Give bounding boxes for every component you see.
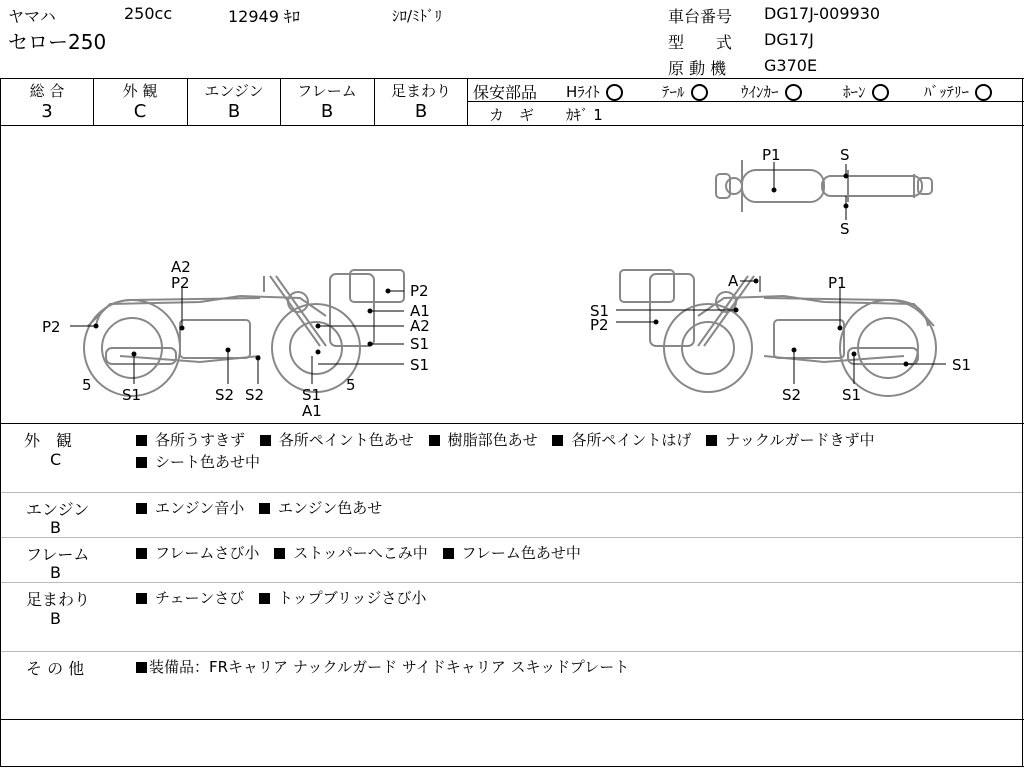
bullet-square-icon	[260, 435, 271, 446]
divider	[0, 492, 1024, 493]
mark-label: S1	[842, 386, 862, 404]
mark-label: S	[840, 220, 850, 238]
safety-item-battery: ﾊﾞｯﾃﾘｰ	[924, 81, 992, 102]
key-label: カ ギ	[489, 106, 535, 124]
mark-label: P1	[828, 274, 847, 292]
bullet-square-icon	[429, 435, 440, 446]
mark-label: P2	[171, 274, 190, 292]
type-label: 型 式	[668, 33, 733, 52]
left-view-bike	[84, 270, 404, 396]
frame-no: DG17J-009930	[764, 4, 881, 23]
grade-overall: 3	[41, 101, 53, 122]
mileage: 12949 ｷﾛ	[228, 7, 300, 26]
bullet-square-icon	[136, 593, 147, 604]
engine-label: 原 動 機	[668, 59, 727, 78]
bullet-square-icon	[136, 457, 147, 468]
mark-label: P2	[410, 282, 429, 300]
note-grade-frame: B	[50, 563, 61, 582]
bullet-square-icon	[706, 435, 717, 446]
safety-item-horn: ﾎｰﾝ	[843, 81, 889, 102]
right-view-bike	[620, 270, 936, 396]
note-line: エンジン音小 エンジン色あせ	[136, 497, 392, 518]
mark-label: S2	[215, 386, 235, 404]
mark-label: P1	[762, 146, 781, 164]
note-category-exterior: 外 観	[24, 431, 73, 450]
note-grade-suspension: B	[50, 609, 61, 628]
bullet-square-icon	[443, 548, 454, 559]
note-line: チェーンさび トップブリッジさび小	[136, 587, 436, 608]
damage-diagram	[0, 126, 1024, 423]
mark-label: S1	[952, 356, 972, 374]
mark-label: P2	[42, 318, 61, 336]
grade-label-engine: エンジン	[204, 82, 264, 100]
mark-label: A1	[302, 402, 322, 420]
divider	[0, 423, 1024, 424]
divider	[467, 78, 468, 125]
safety-item-tail: ﾃｰﾙ	[662, 81, 708, 102]
note-category-other: そ の 他	[26, 659, 85, 678]
note-category-frame: フレーム	[26, 545, 90, 564]
model-name: セロー250	[8, 30, 107, 54]
note-category-engine: エンジン	[26, 500, 90, 519]
mark-label: 5	[82, 376, 92, 394]
key-value: ｶｷﾞ 1	[566, 106, 603, 124]
divider	[0, 582, 1024, 583]
note-line: 各所うすきず 各所ペイント色あせ 樹脂部色あせ 各所ペイントはげ ナックルガードきず中	[136, 429, 884, 450]
bullet-square-icon	[274, 548, 285, 559]
mark-label: S2	[782, 386, 802, 404]
bullet-square-icon	[136, 662, 147, 673]
ok-circle-icon	[785, 84, 802, 101]
divider	[0, 537, 1024, 538]
mark-label: A1	[410, 302, 430, 320]
note-grade-exterior: C	[50, 450, 62, 469]
grade-exterior: C	[133, 101, 147, 122]
grade-frame: B	[320, 101, 334, 122]
safety-item-winker: ｳｲﾝｶｰ	[741, 81, 802, 102]
grade-label-exterior: 外 観	[122, 82, 158, 100]
note-category-suspension: 足まわり	[26, 590, 91, 609]
safety-item-headlight: Hﾗｲﾄ	[566, 81, 623, 102]
mark-label: S1	[410, 335, 430, 353]
mark-label: A2	[171, 258, 191, 276]
grade-label-suspension: 足まわり	[390, 82, 451, 100]
divider	[0, 719, 1024, 720]
displacement: 250cc	[124, 4, 173, 23]
divider	[0, 78, 1024, 79]
mark-label: A2	[410, 317, 430, 335]
mark-label: P2	[590, 316, 609, 334]
type-value: DG17J	[764, 30, 814, 49]
grade-suspension: B	[414, 101, 428, 122]
bullet-square-icon	[259, 503, 270, 514]
top-view-bike	[716, 160, 932, 212]
safety-title: 保安部品	[473, 83, 538, 102]
mark-label: S1	[122, 386, 142, 404]
note-grade-engine: B	[50, 518, 61, 537]
engine-value: G370E	[764, 56, 818, 75]
note-line: フレームさび小 ストッパーへこみ中 フレーム色あせ中	[136, 542, 591, 563]
divider	[0, 651, 1024, 652]
bullet-square-icon	[136, 435, 147, 446]
maker: ヤマハ	[8, 7, 56, 26]
mark-label: S2	[245, 386, 265, 404]
mark-label: S	[840, 146, 850, 164]
mark-label: A	[728, 272, 739, 290]
grade-label-overall: 総 合	[29, 82, 65, 100]
note-line: 装備品：FRキャリア ナックルガード サイドキャリア スキッドプレート	[136, 656, 639, 677]
bullet-square-icon	[136, 503, 147, 514]
grade-engine: B	[227, 101, 241, 122]
mark-label: 5	[346, 376, 356, 394]
mark-label: S1	[302, 386, 322, 404]
ok-circle-icon	[606, 84, 623, 101]
bullet-square-icon	[552, 435, 563, 446]
color: ｼﾛ/ﾐﾄﾞﾘ	[392, 7, 443, 25]
mark-label: S1	[410, 356, 430, 374]
divider	[0, 766, 1024, 767]
grade-label-frame: フレーム	[297, 82, 357, 100]
frame-no-label: 車台番号	[668, 7, 733, 26]
ok-circle-icon	[691, 84, 708, 101]
note-line: シート色あせ中	[136, 451, 270, 472]
mark-label: S1	[590, 302, 610, 320]
bullet-square-icon	[136, 548, 147, 559]
ok-circle-icon	[975, 84, 992, 101]
bullet-square-icon	[259, 593, 270, 604]
ok-circle-icon	[872, 84, 889, 101]
